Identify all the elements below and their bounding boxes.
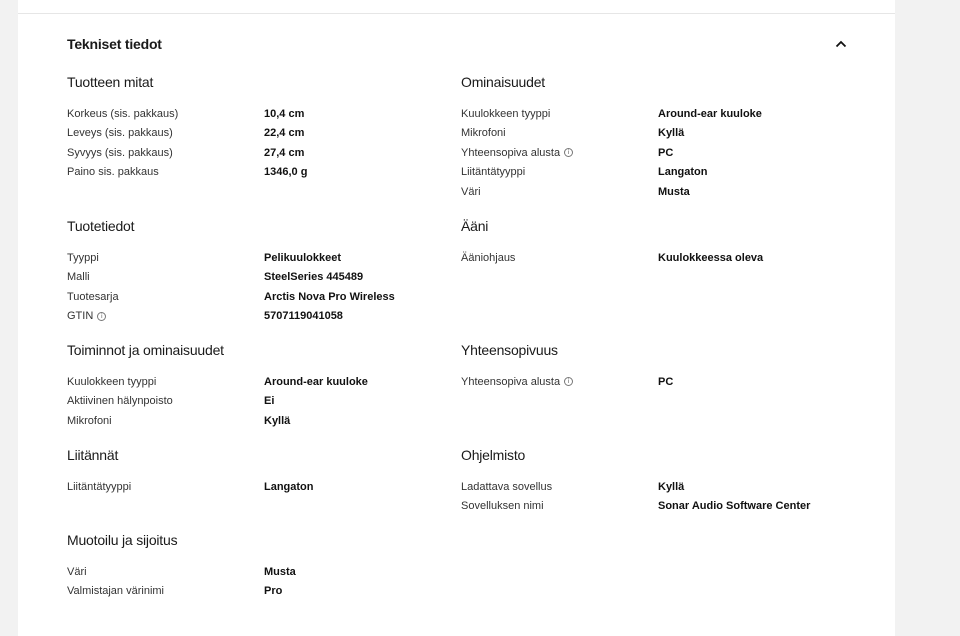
spec-value: PC <box>658 375 674 388</box>
spec-label: Kuulokkeen tyyppi <box>461 107 551 120</box>
spec-value: 27,4 cm <box>264 146 305 159</box>
collapse-toggle-button[interactable] <box>830 34 852 54</box>
section-title: Ohjelmisto <box>461 447 526 463</box>
spec-row <box>461 372 821 392</box>
spec-value: 22,4 cm <box>264 127 305 140</box>
spec-label: Liitäntätyyppi <box>461 166 526 179</box>
spec-label: GTIN <box>67 310 94 323</box>
spec-rows <box>461 248 821 268</box>
chevron-up-icon <box>835 40 847 48</box>
info-icon[interactable]: i <box>564 148 573 157</box>
spec-row <box>67 562 427 582</box>
section-compatibility <box>461 342 821 392</box>
spec-label: Leveys (sis. pakkaus) <box>67 127 173 140</box>
spec-label: Aktiivinen hälynpoisto <box>67 395 173 408</box>
spec-value: Musta <box>658 185 690 198</box>
section-title: Liitännät <box>67 447 119 463</box>
spec-label: Ladattava sovellus <box>461 480 553 493</box>
spec-label: Mikrofoni <box>461 127 506 140</box>
section-software <box>461 447 821 516</box>
spec-label: Tyyppi <box>67 251 99 264</box>
spec-row <box>67 372 427 392</box>
spec-row <box>67 287 427 307</box>
spec-label: Tuotesarja <box>67 290 119 303</box>
spec-rows <box>67 104 427 182</box>
spec-row <box>67 411 427 431</box>
spec-value: Around-ear kuuloke <box>658 107 762 120</box>
spec-label: Ääniohjaus <box>461 251 516 264</box>
spec-row <box>461 143 821 163</box>
spec-label: Syvyys (sis. pakkaus) <box>67 146 173 159</box>
spec-row <box>67 124 427 144</box>
section-title: Toiminnot ja ominaisuudet <box>67 342 224 358</box>
spec-value: Musta <box>264 565 296 578</box>
spec-label: Yhteensopiva alusta <box>461 375 561 388</box>
spec-value: Pelikuulokkeet <box>264 251 342 264</box>
spec-value: SteelSeries 445489 <box>264 271 364 284</box>
spec-row <box>67 392 427 412</box>
spec-rows <box>461 104 821 202</box>
spec-row <box>67 163 427 183</box>
spec-row <box>67 268 427 288</box>
section-product-info <box>67 218 427 326</box>
spec-label: Paino sis. pakkaus <box>67 166 159 179</box>
spec-row <box>461 248 821 268</box>
section-design <box>67 532 427 601</box>
spec-label: Valmistajan värinimi <box>67 585 164 598</box>
spec-row <box>461 104 821 124</box>
spec-value: Langaton <box>264 480 314 493</box>
page-background <box>895 0 960 636</box>
section-title: Ominaisuudet <box>461 74 545 90</box>
spec-value: 10,4 cm <box>264 107 305 120</box>
spec-rows <box>67 248 427 326</box>
spec-rows <box>67 477 427 497</box>
spec-value: Kyllä <box>658 480 685 493</box>
section-sound <box>461 218 821 268</box>
spec-value: 1346,0 g <box>264 166 308 179</box>
spec-value: Kuulokkeessa oleva <box>658 251 764 264</box>
spec-label: Mikrofoni <box>67 414 112 427</box>
divider <box>18 13 895 14</box>
spec-row <box>67 477 427 497</box>
section-connections <box>67 447 427 497</box>
spec-label: Sovelluksen nimi <box>461 500 544 513</box>
spec-row <box>461 497 821 517</box>
spec-label: Väri <box>67 565 87 578</box>
spec-label: Väri <box>461 185 481 198</box>
spec-value: Kyllä <box>658 127 685 140</box>
spec-label: Korkeus (sis. pakkaus) <box>67 107 179 120</box>
section-functions <box>67 342 427 431</box>
spec-label: Yhteensopiva alusta <box>461 146 561 159</box>
info-icon[interactable]: i <box>97 312 106 321</box>
spec-row <box>461 477 821 497</box>
spec-row <box>67 582 427 602</box>
spec-rows <box>67 372 427 431</box>
spec-value: Ei <box>264 395 275 408</box>
spec-row <box>461 124 821 144</box>
spec-row <box>67 104 427 124</box>
spec-row <box>461 182 821 202</box>
section-title: Ääni <box>461 218 489 234</box>
spec-rows <box>461 477 821 516</box>
section-title: Muotoilu ja sijoitus <box>67 532 178 548</box>
spec-value: Pro <box>264 585 283 598</box>
spec-label: Kuulokkeen tyyppi <box>67 375 157 388</box>
section-title: Yhteensopivuus <box>461 342 558 358</box>
spec-value: Around-ear kuuloke <box>264 375 368 388</box>
spec-row <box>67 248 427 268</box>
section-features <box>461 74 821 202</box>
spec-value: 5707119041058 <box>264 310 343 323</box>
spec-value: Langaton <box>658 166 708 179</box>
spec-label: Liitäntätyyppi <box>67 480 132 493</box>
spec-label: Malli <box>67 271 90 284</box>
spec-value: Sonar Audio Software Center <box>658 500 811 513</box>
spec-value: Arctis Nova Pro Wireless <box>264 290 395 303</box>
section-dimensions <box>67 74 427 182</box>
spec-row <box>461 163 821 183</box>
spec-value: PC <box>658 146 674 159</box>
spec-value: Kyllä <box>264 414 291 427</box>
spec-rows <box>67 562 427 601</box>
spec-row <box>67 143 427 163</box>
specs-title: Tekniset tiedot <box>67 36 162 52</box>
section-title: Tuotteen mitat <box>67 74 154 90</box>
info-icon[interactable]: i <box>564 377 573 386</box>
spec-rows <box>461 372 821 392</box>
spec-row <box>67 307 427 327</box>
section-title: Tuotetiedot <box>67 218 135 234</box>
